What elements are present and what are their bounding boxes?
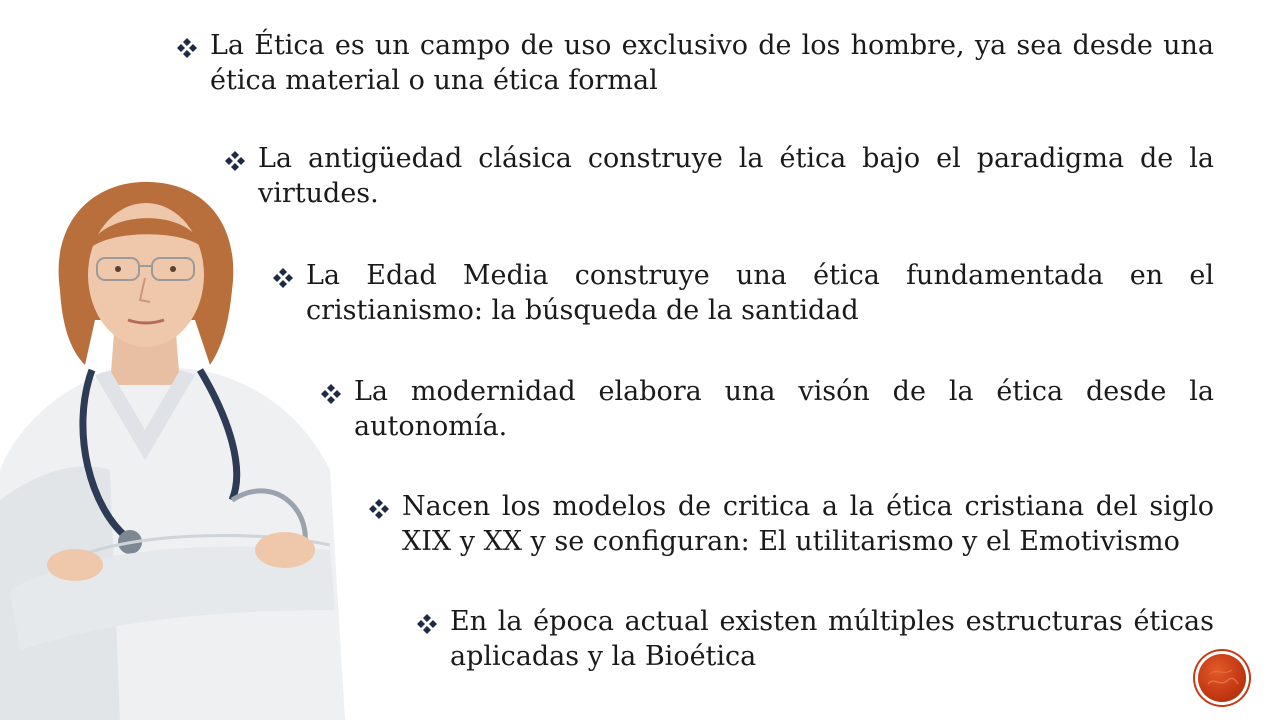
bullet-text: La Edad Media construye una ética fundamentada en el cristianismo: la búsqueda de la santidad	[306, 260, 1214, 326]
bullet-text: Nacen los modelos de critica a la ética cristiana del siglo XIX y XX y se configuran: El utilitarismo y el Emotivismo	[402, 491, 1214, 557]
bullet-text: En la época actual existen múltiples estructuras éticas aplicadas y la Bioética	[450, 606, 1214, 672]
four-diamond-bullet-icon	[368, 489, 402, 529]
four-diamond-bullet-icon	[272, 258, 306, 298]
decorative-badge-icon	[1198, 654, 1246, 702]
doctor-photo	[0, 170, 360, 720]
bullet-text: La antigüedad clásica construye la ética bajo el paradigma de la virtudes.	[258, 143, 1214, 209]
bullet-5	[368, 489, 1214, 559]
bullet-text: La modernidad elabora una visón de la ética desde la autonomía.	[354, 376, 1214, 442]
bullet-4	[320, 374, 1214, 444]
bullet-6	[416, 604, 1214, 674]
bullet-text: La Ética es un campo de uso exclusivo de los hombre, ya sea desde una ética material o una ética formal	[210, 30, 1214, 96]
four-diamond-bullet-icon	[176, 28, 210, 68]
bullet-3	[272, 258, 1214, 328]
four-diamond-bullet-icon	[320, 374, 354, 414]
bullet-2	[224, 141, 1214, 211]
four-diamond-bullet-icon	[416, 604, 450, 644]
bullet-1	[176, 28, 1214, 98]
four-diamond-bullet-icon	[224, 141, 258, 181]
